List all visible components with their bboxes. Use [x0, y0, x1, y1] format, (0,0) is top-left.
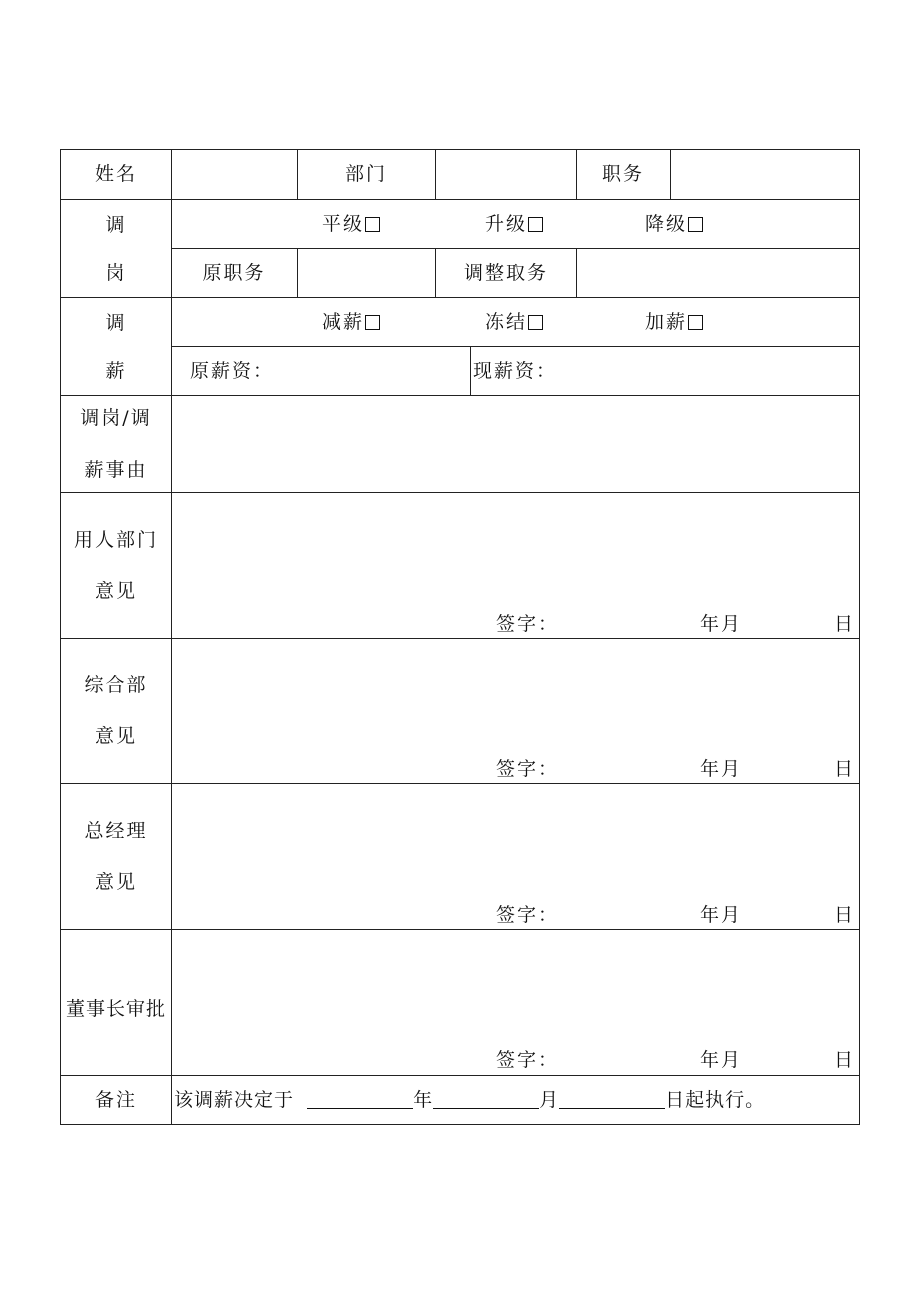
- new-title-label: 调整取务: [463, 262, 549, 284]
- option-freeze[interactable]: 冻结: [485, 311, 543, 333]
- admin-opinion-day: 日: [834, 758, 856, 780]
- reason-label-1: 调岗/调: [80, 407, 152, 429]
- gm-opinion-day: 日: [834, 904, 856, 926]
- remark-prefix: 该调薪决定于: [174, 1089, 295, 1111]
- chairman-sign: 签字：: [496, 1049, 560, 1071]
- option-level[interactable]: 平级: [322, 213, 380, 235]
- dept-opinion-sign: 签字：: [496, 613, 560, 635]
- remark-year-blank[interactable]: [307, 1090, 413, 1109]
- gm-opinion-label-1: 总经理: [84, 820, 148, 842]
- remark-month: 月: [539, 1089, 560, 1111]
- dept-opinion-year-month: 年月: [700, 613, 743, 635]
- option-raise[interactable]: 加薪: [645, 311, 703, 333]
- dept-value-cell[interactable]: [435, 149, 577, 200]
- option-cut[interactable]: 减薪: [322, 311, 380, 333]
- transfer-label-1: 调: [105, 214, 127, 236]
- promote-checkbox[interactable]: [528, 217, 543, 232]
- admin-opinion-label-1: 综合部: [84, 674, 148, 696]
- title-label: 职务: [601, 163, 645, 185]
- orig-title-value-cell[interactable]: [297, 248, 436, 298]
- option-demote[interactable]: 降级: [645, 213, 703, 235]
- freeze-checkbox[interactable]: [528, 315, 543, 330]
- dept-label: 部门: [344, 163, 388, 185]
- dept-opinion-day: 日: [834, 613, 856, 635]
- new-title-value-cell[interactable]: [576, 248, 860, 298]
- dept-opinion-label-1: 用人部门: [73, 529, 159, 551]
- remark-month-blank[interactable]: [433, 1090, 539, 1109]
- orig-title-label: 原职务: [202, 262, 266, 284]
- remark-text: [174, 1089, 765, 1111]
- chairman-label: 董事长审批: [65, 998, 167, 1020]
- chairman-year-month: 年月: [700, 1049, 743, 1071]
- remark-suffix: 日起执行。: [665, 1089, 766, 1111]
- dept-opinion-label-2: 意见: [94, 580, 138, 602]
- reason-value-cell[interactable]: [171, 395, 860, 493]
- gm-opinion-label-cell: [60, 783, 172, 930]
- transfer-label-2: 岗: [105, 262, 127, 284]
- reason-label-2: 薪事由: [84, 459, 148, 481]
- gm-opinion-year-month: 年月: [700, 904, 743, 926]
- cut-checkbox[interactable]: [365, 315, 380, 330]
- admin-opinion-label-cell: [60, 638, 172, 784]
- salary-label-2: 薪: [105, 360, 127, 382]
- dept-opinion-label-cell: [60, 492, 172, 639]
- orig-salary-label: 原薪资：: [190, 360, 275, 382]
- remark-label: 备注: [94, 1089, 138, 1111]
- admin-opinion-year-month: 年月: [700, 758, 743, 780]
- remark-day-blank[interactable]: [559, 1090, 665, 1109]
- name-label: 姓名: [94, 163, 138, 185]
- demote-checkbox[interactable]: [688, 217, 703, 232]
- title-value-cell[interactable]: [670, 149, 860, 200]
- gm-opinion-sign: 签字：: [496, 904, 560, 926]
- admin-opinion-sign: 签字：: [496, 758, 560, 780]
- option-promote[interactable]: 升级: [485, 213, 543, 235]
- salary-label-1: 调: [105, 312, 127, 334]
- raise-checkbox[interactable]: [688, 315, 703, 330]
- name-value-cell[interactable]: [171, 149, 298, 200]
- new-salary-label: 现薪资：: [473, 360, 558, 382]
- level-checkbox[interactable]: [365, 217, 380, 232]
- remark-year: 年: [413, 1089, 434, 1111]
- chairman-day: 日: [834, 1049, 856, 1071]
- gm-opinion-label-2: 意见: [94, 871, 138, 893]
- admin-opinion-label-2: 意见: [94, 725, 138, 747]
